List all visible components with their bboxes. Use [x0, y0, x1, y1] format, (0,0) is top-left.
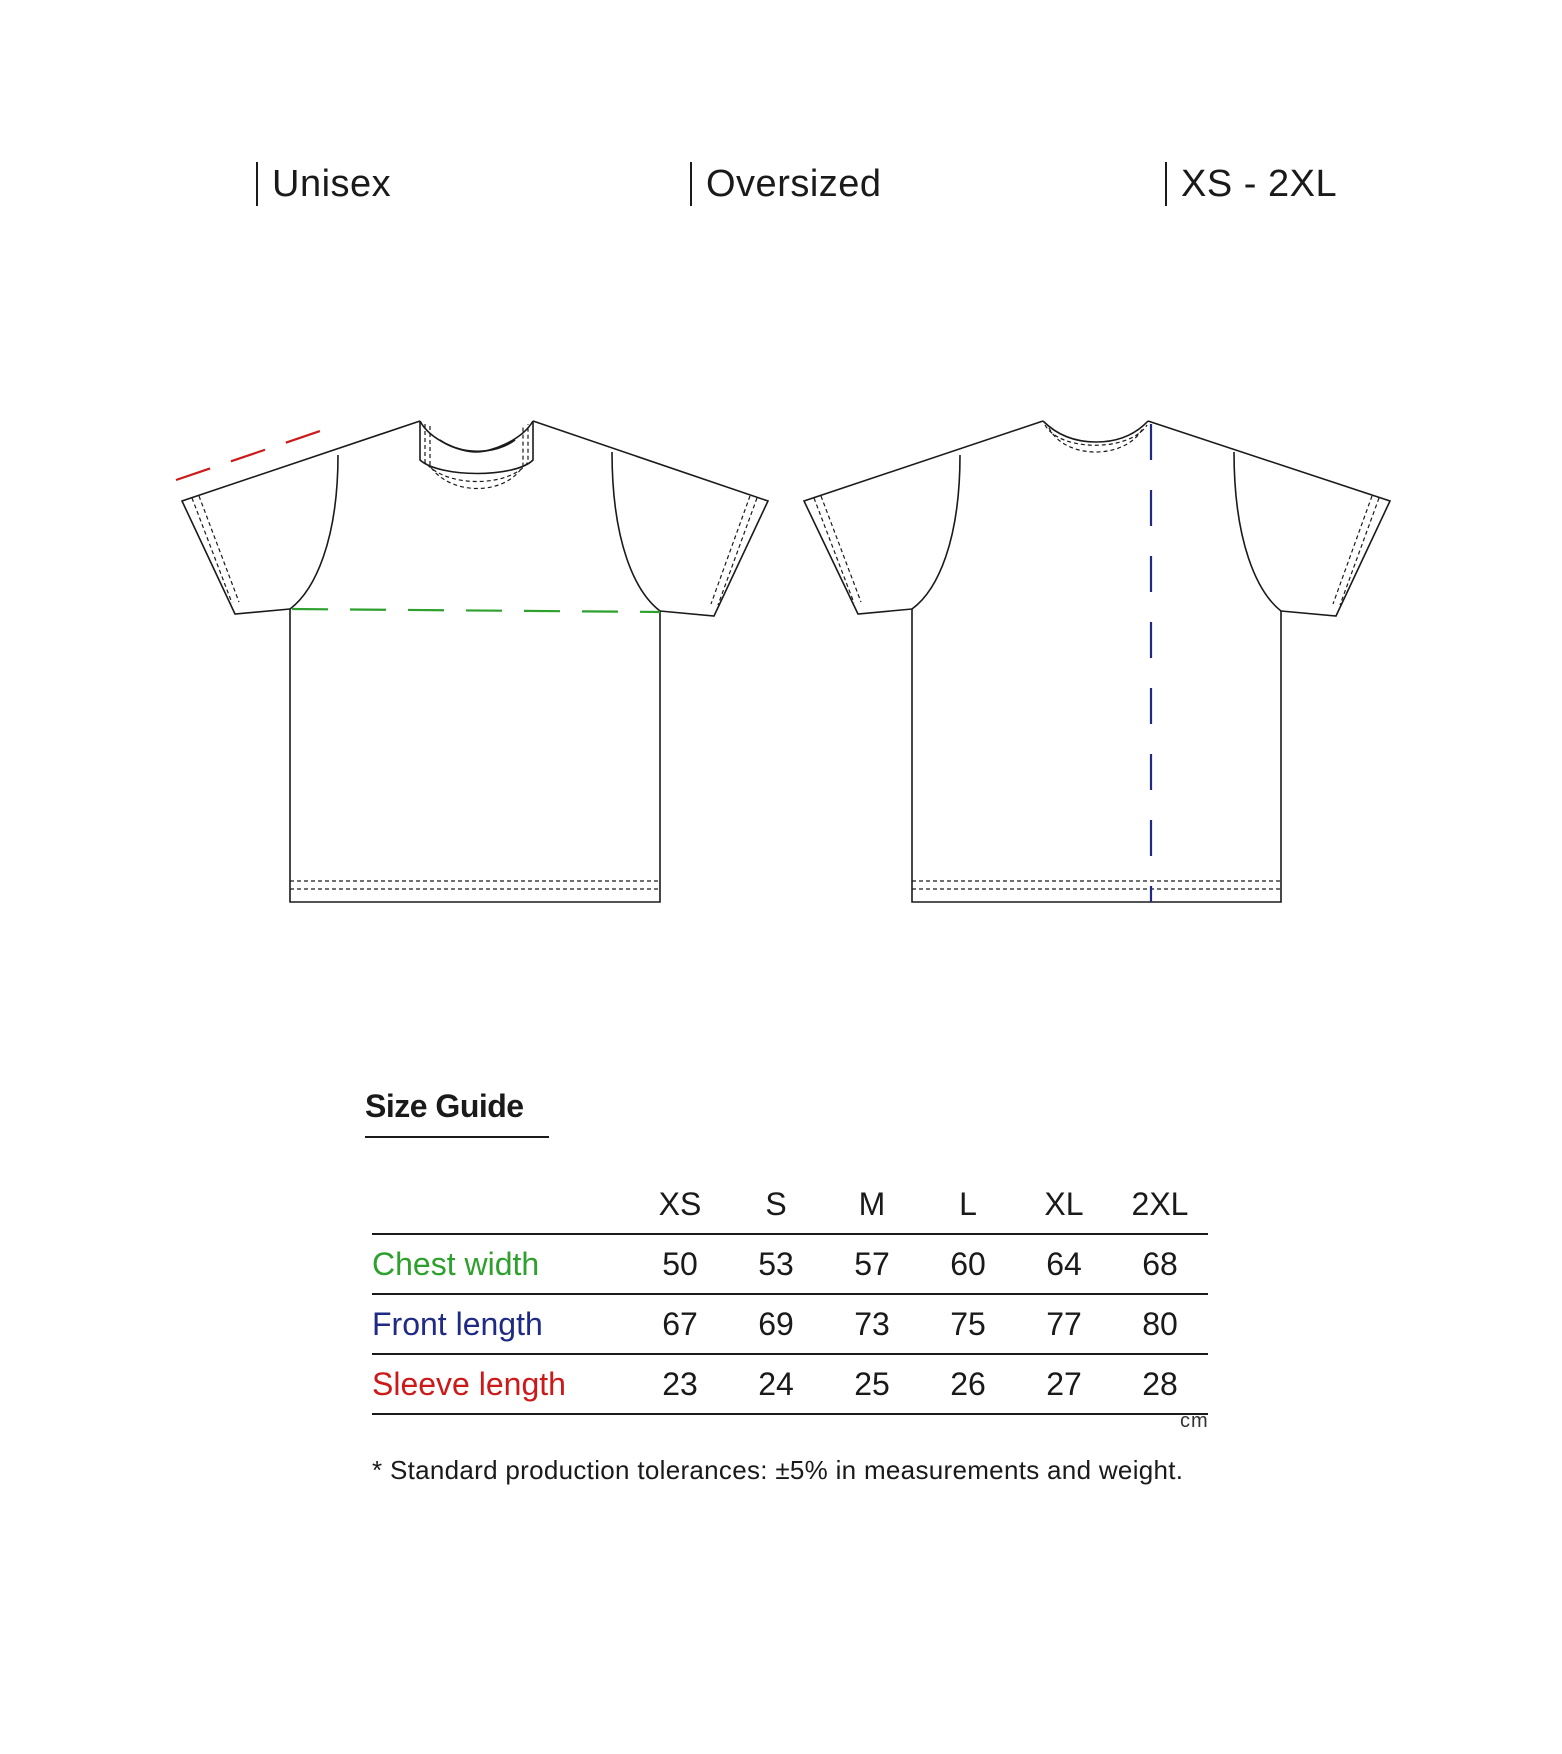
header-size: 2XL	[1131, 1185, 1189, 1222]
tolerance-note: * Standard production tolerances: ±5% in measurements and weight.	[372, 1455, 1184, 1485]
tshirt-illustrations	[0, 380, 1562, 920]
header-size: M	[858, 1185, 886, 1222]
unit-label: cm	[1180, 1410, 1209, 1432]
tag-label: Oversized	[706, 162, 882, 205]
sleeve-length-indicator	[176, 427, 332, 480]
header-blank	[372, 1175, 632, 1234]
table-cell: 68	[1112, 1234, 1208, 1294]
tag-fit	[690, 160, 882, 208]
row-label: Sleeve length	[372, 1354, 632, 1414]
row-label: Front length	[372, 1294, 632, 1354]
table-cell: 27	[1016, 1354, 1112, 1414]
table-header-row	[372, 1175, 1208, 1234]
tag-divider	[256, 162, 258, 206]
table-cell: 24	[728, 1354, 824, 1414]
header-size: XS	[658, 1185, 702, 1222]
size-table	[372, 1175, 1208, 1415]
tag-divider	[690, 162, 692, 206]
table-cell: 69	[728, 1294, 824, 1354]
tag-size-range	[1165, 160, 1337, 208]
tag-divider	[1165, 162, 1167, 206]
table-cell: 80	[1112, 1294, 1208, 1354]
row-label: Chest width	[372, 1234, 632, 1294]
tag-label: Unisex	[272, 162, 392, 205]
chest-width-indicator	[292, 609, 660, 612]
table-row-front	[372, 1294, 1208, 1354]
header-size: L	[959, 1185, 977, 1222]
table-cell: 26	[920, 1354, 1016, 1414]
table-cell: 50	[632, 1234, 728, 1294]
table-cell: 73	[824, 1294, 920, 1354]
table-cell: 25	[824, 1354, 920, 1414]
table-cell: 53	[728, 1234, 824, 1294]
table-cell: 77	[1016, 1294, 1112, 1354]
header-size: XL	[1044, 1185, 1084, 1222]
header-size: S	[765, 1185, 787, 1222]
title-underline	[365, 1136, 549, 1138]
table-cell: 67	[632, 1294, 728, 1354]
table-cell: 64	[1016, 1234, 1112, 1294]
tag-label: XS - 2XL	[1181, 162, 1338, 205]
table-cell: 28	[1112, 1354, 1208, 1414]
table-cell: 23	[632, 1354, 728, 1414]
tag-unisex	[256, 160, 391, 208]
tshirt-back-view	[804, 421, 1390, 902]
table-row-sleeve	[372, 1354, 1208, 1414]
table-cell: 57	[824, 1234, 920, 1294]
size-guide-title: Size Guide	[365, 1088, 524, 1124]
tshirt-front-view	[182, 421, 768, 902]
table-cell: 75	[920, 1294, 1016, 1354]
table-cell: 60	[920, 1234, 1016, 1294]
table-row-chest	[372, 1234, 1208, 1294]
